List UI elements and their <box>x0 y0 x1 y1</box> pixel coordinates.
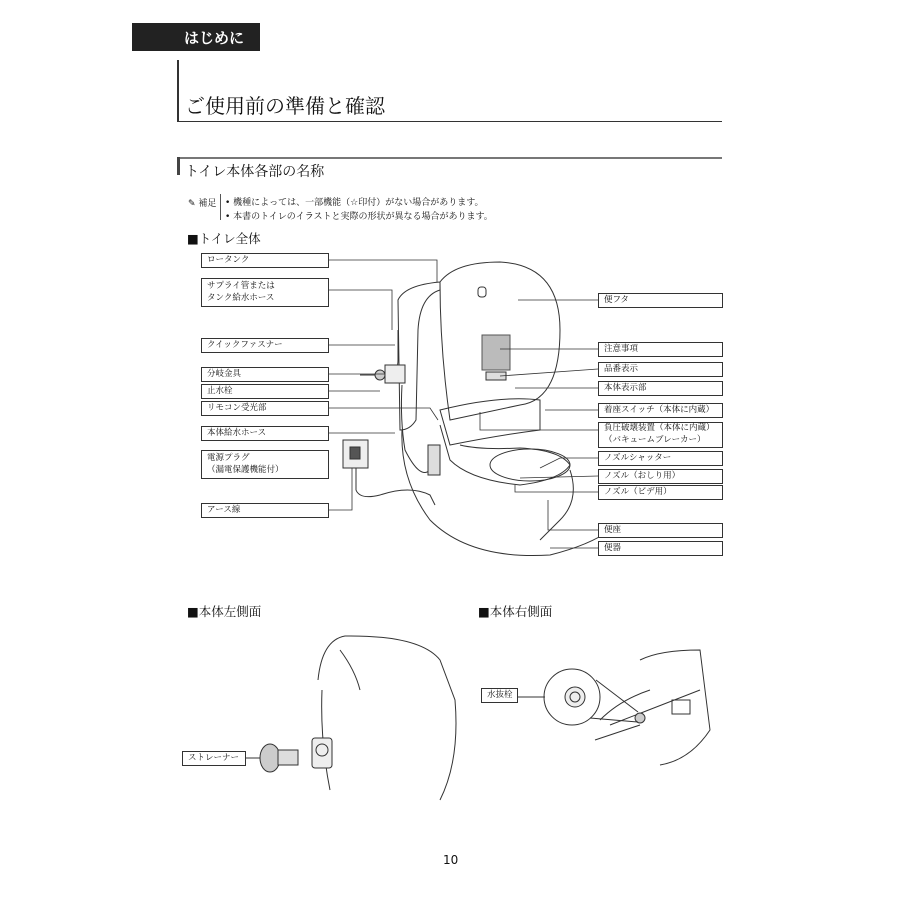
label-bowl: 便器 <box>598 541 723 556</box>
label-drain-plug: 水抜栓 <box>481 688 518 703</box>
label-supply-hose-line2: タンク給水ホース <box>207 293 275 303</box>
label-supply-hose-line1: サプライ管または <box>207 281 275 291</box>
label-power-plug-line1: 電源プラグ <box>207 453 250 463</box>
note-label: 補足 <box>198 199 217 209</box>
label-stop-valve: 止水栓 <box>201 384 329 399</box>
label-nozzle-bidet: ノズル（ビデ用） <box>598 485 723 500</box>
label-body-display: 本体表示部 <box>598 381 723 396</box>
label-vacuum-breaker-line2: （バキュームブレーカー） <box>604 434 706 445</box>
label-caution: 注意事項 <box>598 342 723 357</box>
label-seat: 便座 <box>598 523 723 538</box>
label-remote-receiver: リモコン受光部 <box>201 401 329 416</box>
subsection-title: トイレ本体各部の名称 <box>185 164 325 180</box>
label-quick-fastener: クイックファスナー <box>201 338 329 353</box>
label-branch-fitting: 分岐金具 <box>201 367 329 382</box>
label-power-plug-line2: （漏電保護機能付） <box>207 465 284 475</box>
overall-heading: ■トイレ全体 <box>187 231 261 246</box>
label-nozzle-rear: ノズル（おしり用） <box>598 469 723 484</box>
label-seat-switch: 着座スイッチ（本体に内蔵） <box>598 403 723 418</box>
left-side-heading: ■本体左側面 <box>187 604 262 619</box>
note-line-2: • 本書のトイレのイラストと実際の形状が異なる場合があります。 <box>225 212 493 222</box>
label-vacuum-breaker-line1: 負圧破壊装置（本体に内蔵） <box>604 423 715 433</box>
note-line-1: • 機種によっては、一部機能（☆印付）がない場合があります。 <box>225 198 484 208</box>
label-power-plug <box>201 450 329 479</box>
label-low-tank: ロータンク <box>201 253 329 268</box>
label-vacuum-breaker <box>598 422 723 448</box>
label-body-supply-hose: 本体給水ホース <box>201 426 329 441</box>
label-lid: 便フタ <box>598 293 723 308</box>
label-strainer: ストレーナー <box>182 751 246 766</box>
pencil-icon: ✎ <box>188 199 196 209</box>
section-tab-label: はじめに <box>184 29 245 47</box>
page-title: ご使用前の準備と確認 <box>185 94 385 118</box>
label-nozzle-shutter: ノズルシャッター <box>598 451 723 466</box>
page-number: 10 <box>443 853 459 867</box>
label-supply-hose <box>201 278 329 307</box>
label-model-number: 品番表示 <box>598 362 723 377</box>
label-earth-wire: アース線 <box>201 503 329 518</box>
right-side-heading: ■本体右側面 <box>478 604 553 619</box>
